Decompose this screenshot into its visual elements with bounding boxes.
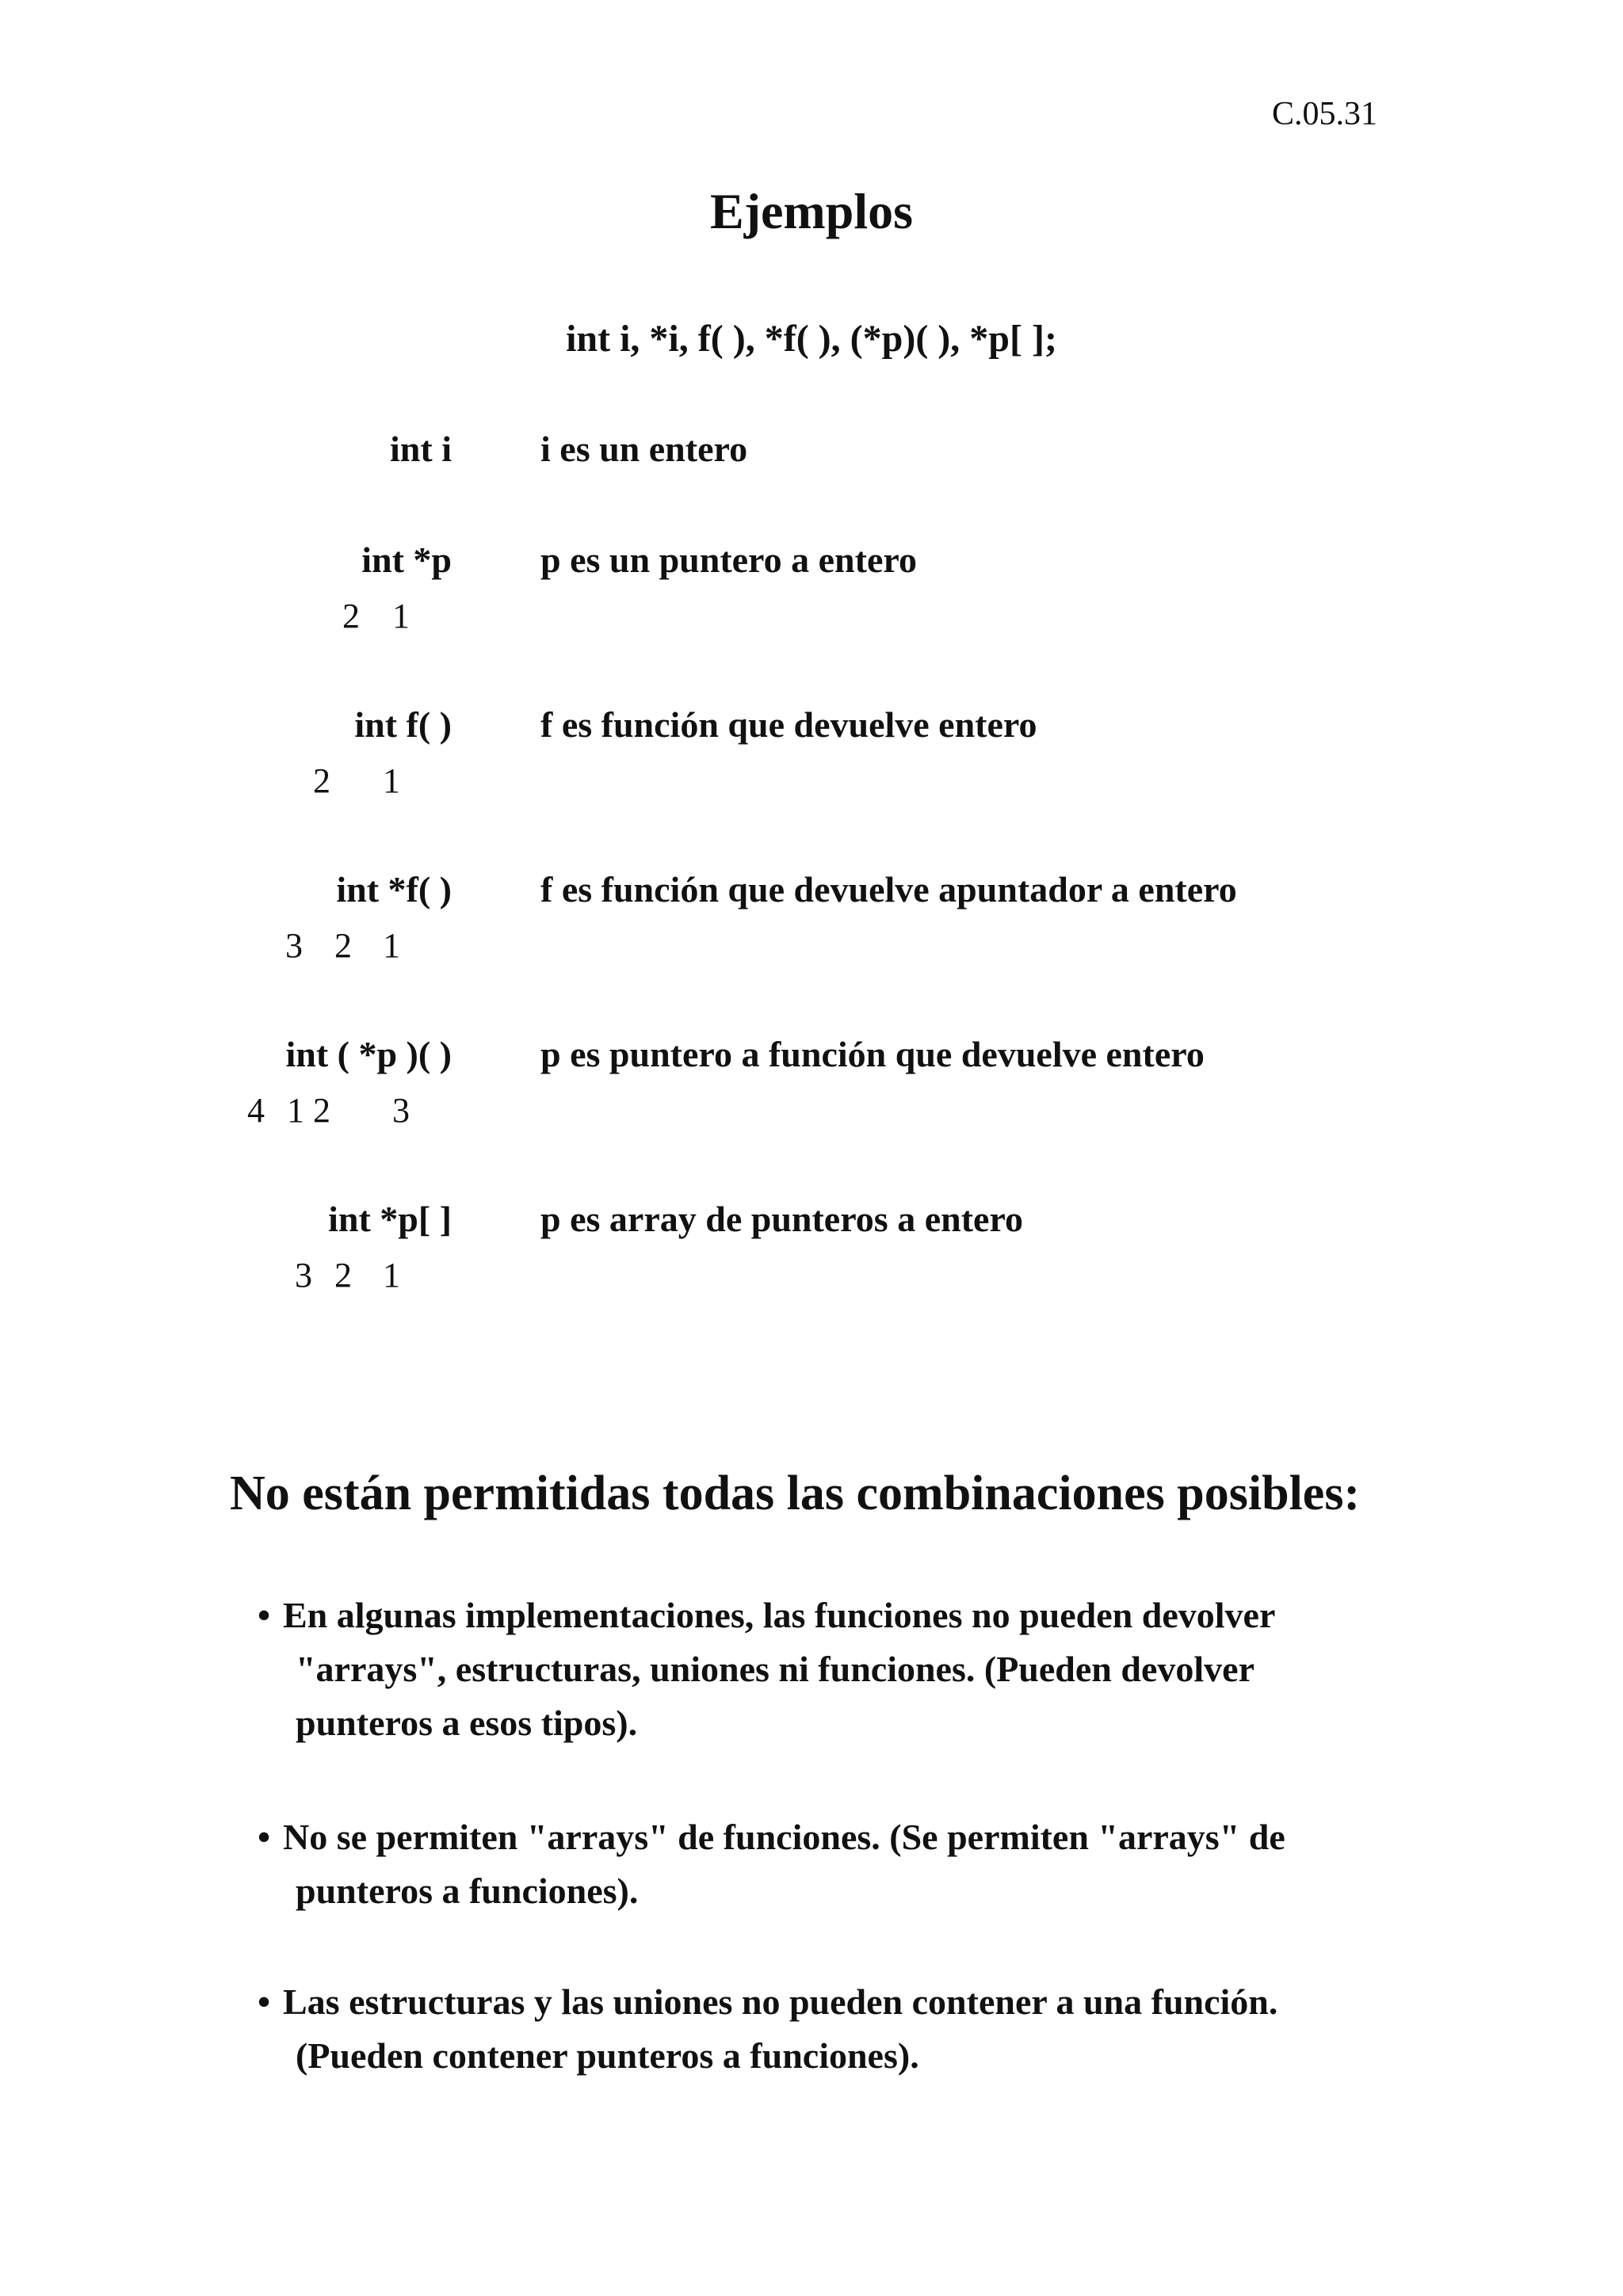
example-code: int ( *p )( ) [285, 1034, 452, 1074]
bullet-item [258, 1975, 1415, 2083]
bullet-text: Las estructuras y las uniones no pueden contener a una función. [283, 1981, 1278, 2022]
example-code: int *f( ) [336, 869, 452, 910]
bullet-line: (Pueden contener punteros a funciones). [296, 2035, 919, 2076]
bullet-text: No se permiten "arrays" de funciones. (Se permiten "arrays" de [283, 1817, 1285, 1857]
bullet-line: "arrays", estructuras, uniones ni funciones. (Pueden devolver [296, 1649, 1254, 1689]
section-heading: No están permitidas todas las combinaciones posibles: [230, 1466, 1361, 1520]
example-description: p es array de punteros a entero [540, 1199, 1024, 1239]
precedence-number: 2 [342, 597, 360, 635]
bullet-text: En algunas implementaciones, las funciones no pueden devolver [283, 1595, 1276, 1635]
precedence-number: 4 [247, 1091, 265, 1130]
example-code: int *p [361, 540, 452, 580]
bullet-item [258, 1589, 1415, 1750]
precedence-number: 2 [334, 926, 352, 965]
bullet-dot: • [258, 1595, 271, 1635]
example-description: f es función que devuelve entero [540, 704, 1037, 745]
precedence-number: 1 [392, 597, 410, 635]
precedence-number: 3 [392, 1091, 410, 1130]
precedence-number: 1 [383, 761, 400, 800]
precedence-number: 2 [313, 1091, 330, 1130]
example-description: p es puntero a función que devuelve entero [540, 1034, 1205, 1074]
bullet-dot: • [258, 1817, 271, 1857]
example-code: int *p[ ] [328, 1199, 452, 1239]
bullet-line: punteros a funciones). [296, 1871, 639, 1911]
bullet-line [258, 1810, 1415, 1864]
page-code: C.05.31 [1271, 96, 1377, 132]
example-code: int f( ) [354, 704, 452, 745]
example-description: p es un puntero a entero [540, 540, 917, 580]
bullet-line [258, 1589, 1415, 1642]
page-title: Ejemplos [710, 183, 913, 239]
precedence-number: 1 [383, 926, 400, 965]
bullet-line: punteros a esos tipos). [296, 1703, 638, 1743]
example-description: f es función que devuelve apuntador a entero [540, 869, 1237, 910]
declaration-line: int i, *i, f( ), *f( ), (*p)( ), *p[ ]; [566, 318, 1057, 360]
example-code: int i [390, 429, 452, 469]
example-description: i es un entero [540, 429, 748, 469]
precedence-number: 3 [295, 1256, 312, 1295]
precedence-number: 1 [287, 1091, 304, 1130]
precedence-number: 1 [383, 1256, 400, 1295]
precedence-number: 3 [285, 926, 303, 965]
bullet-dot: • [258, 1981, 271, 2022]
precedence-number: 2 [313, 761, 330, 800]
bullet-item [258, 1810, 1415, 1918]
precedence-number: 2 [334, 1256, 352, 1295]
bullet-line [258, 1975, 1415, 2029]
